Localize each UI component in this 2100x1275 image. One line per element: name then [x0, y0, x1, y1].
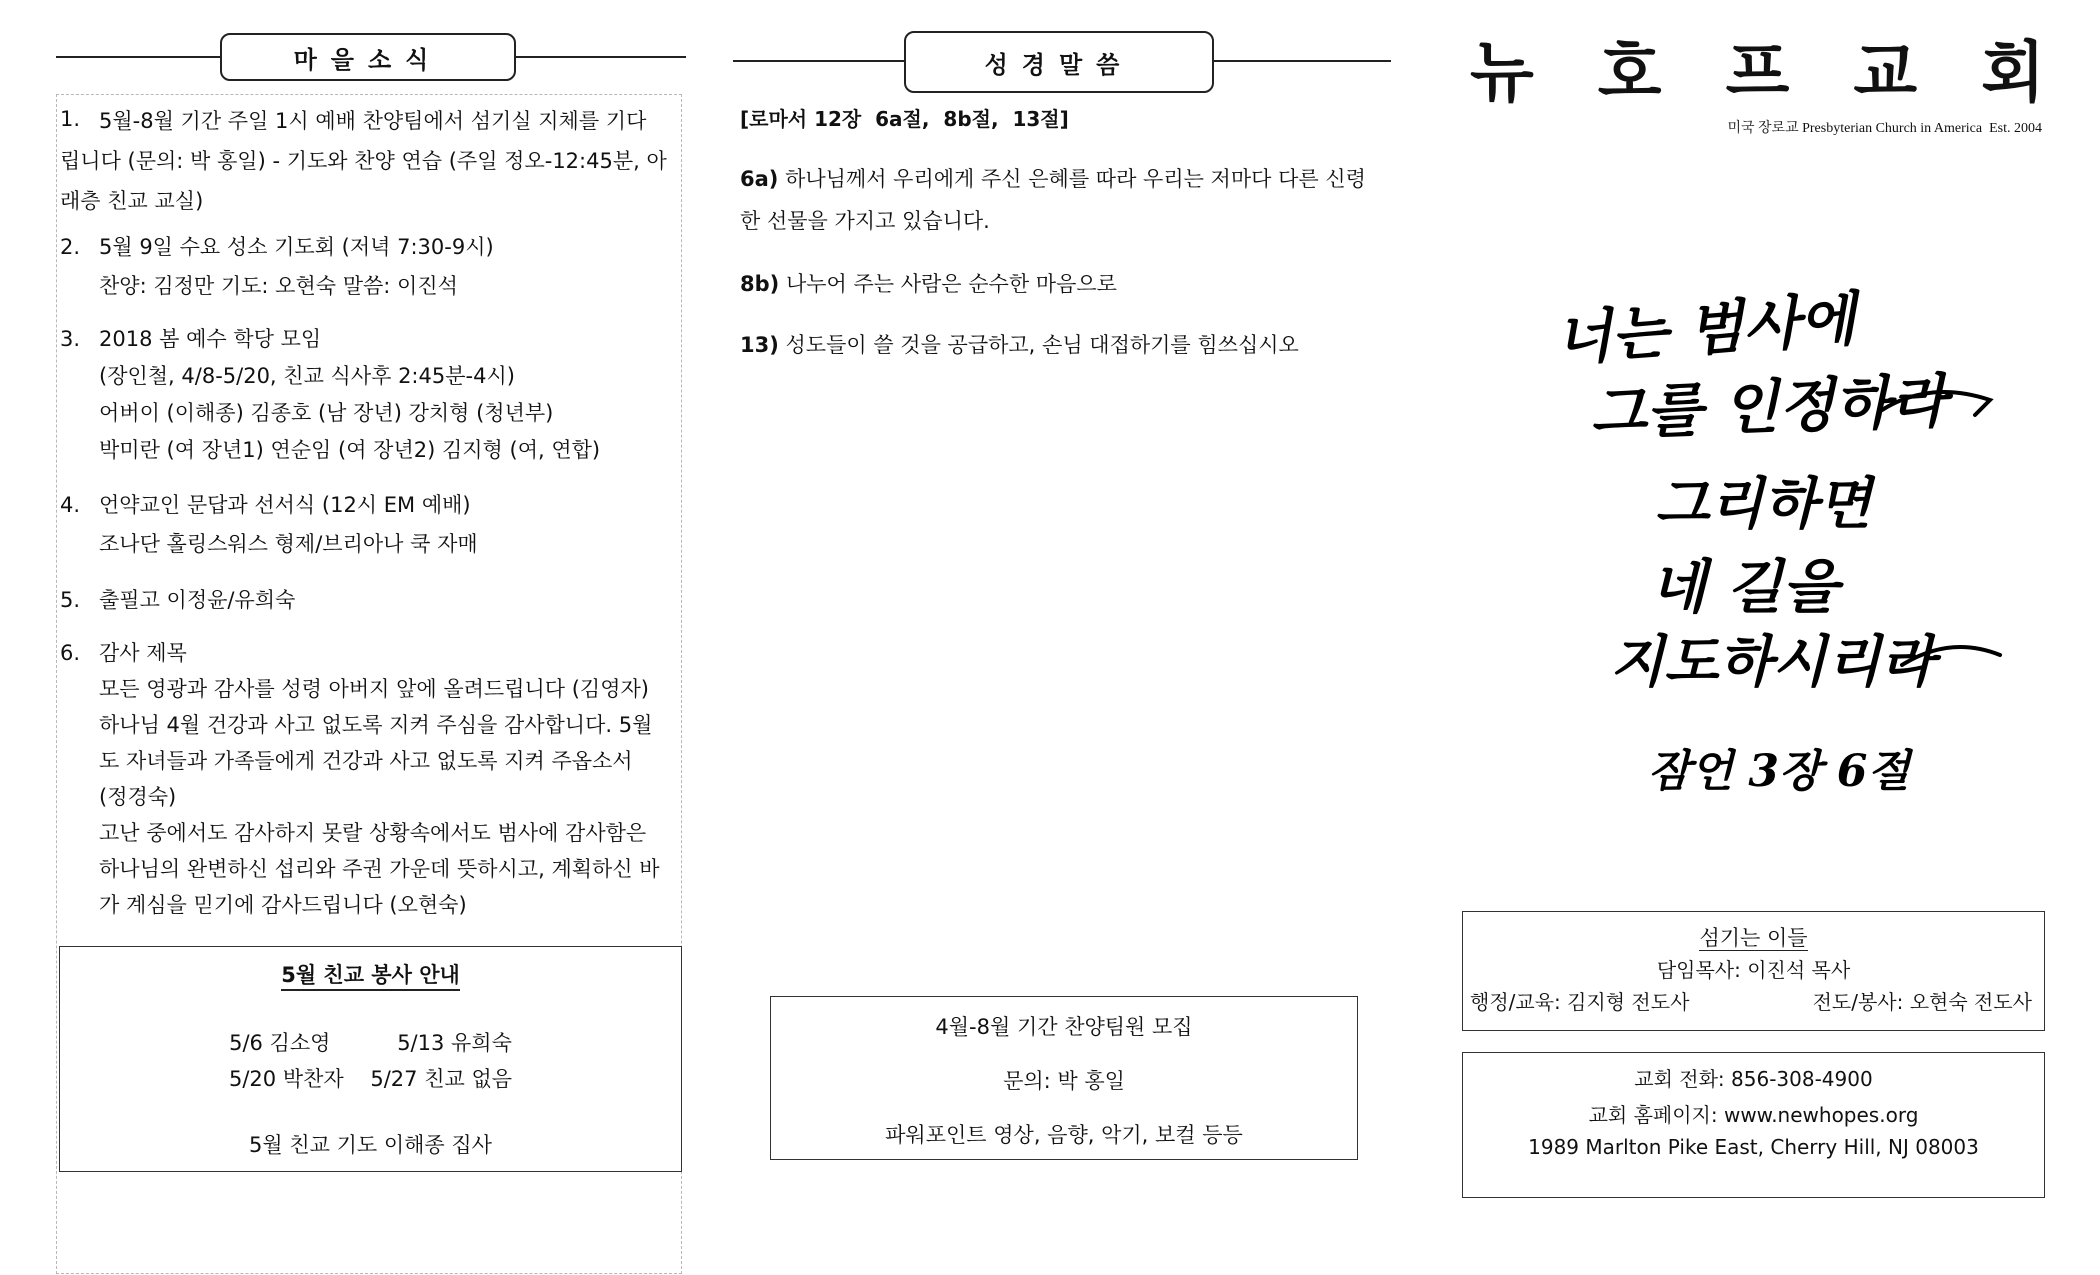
news-item-3	[60, 321, 676, 469]
calligraphy-line: 그리하면	[1655, 471, 1872, 537]
calligraphy-line: 그를 인정하라	[1589, 366, 1948, 448]
news-item-line: 5월-8월 기간 주일 1시 예배 찬양팀에서 섬기실 지체를 기다	[99, 109, 647, 133]
church-subtitle: 미국 장로교 Presbyterian Church in America Est. 2004	[1727, 121, 2042, 136]
verse-line: 하나님께서 우리에게 주신 은혜를 따라 우리는 저마다 다른 신령	[785, 167, 1366, 191]
news-item-number: 2.	[60, 235, 81, 259]
church-name-char: 프	[1725, 33, 1790, 111]
bible-verse-13	[740, 324, 1390, 366]
verse-line: 나누어 주는 사람은 순수한 마음으로	[785, 272, 1117, 296]
news-item-number: 4.	[60, 493, 81, 517]
verse-ref: 13)	[740, 333, 779, 357]
bible-verse-8b	[740, 263, 1390, 305]
news-item-6	[60, 635, 676, 923]
recruit-box	[770, 996, 1358, 1160]
recruit-roles: 파워포인트 영상, 음향, 악기, 보컬 등등	[885, 1123, 1243, 1147]
news-item-line: 조나단 홀링스워스 형제/브리아나 쿡 자매	[99, 532, 478, 556]
verse-ref: 6a)	[740, 167, 779, 191]
news-item-line: 도 자녀들과 가족들에게 건강과 사고 없도록 지켜 주옵소서	[99, 749, 633, 773]
church-name-char: 회	[1981, 33, 2045, 111]
news-item-line: 감사 제목	[99, 641, 187, 665]
servants-senior: 담임목사: 이진석 목사	[1656, 958, 1851, 982]
fellowship-prayer: 5월 친교 기도 이해종 집사	[249, 1133, 492, 1157]
fellowship-row-1: 5/6 김소영 5/13 유희숙	[229, 1031, 512, 1055]
news-item-line: 모든 영광과 감사를 성령 아버지 앞에 올려드립니다 (김영자)	[99, 677, 649, 701]
contact-address: 1989 Marlton Pike East, Cherry Hill, NJ 08003	[1528, 1135, 1979, 1159]
fellowship-title: 5월 친교 봉사 안내	[281, 963, 460, 991]
servants-box	[1462, 911, 2045, 1031]
calligraphy-stroke	[1880, 370, 2000, 430]
news-item-number: 1.	[60, 107, 81, 131]
contact-box	[1462, 1052, 2045, 1198]
calligraphy-line: 너는 범사에	[1553, 284, 1858, 374]
news-item-number: 6.	[60, 641, 81, 665]
news-item-line: 립니다 (문의: 박 홍일) - 기도와 찬양 연습 (주일 정오-12:45분, 아	[60, 149, 667, 173]
news-item-line: 박미란 (여 장년1) 연순임 (여 장년2) 김지형 (여, 연합)	[99, 438, 601, 462]
calligraphy-line: 잠언 3장 6절	[1648, 746, 1910, 797]
news-item-line: 5월 9일 수요 성소 기도회 (저녁 7:30-9시)	[99, 235, 494, 259]
contact-phone: 교회 전화: 856-308-4900	[1634, 1067, 1873, 1091]
news-item-line: 2018 봄 예수 학당 모임	[99, 327, 322, 351]
news-item-4	[60, 486, 676, 564]
news-item-2	[60, 228, 676, 306]
news-item-line: 출필고 이정윤/유희숙	[99, 588, 296, 612]
servants-admin: 행정/교육: 김지형 전도사	[1470, 990, 1690, 1014]
church-name-char: 호	[1597, 33, 1662, 111]
news-item-number: 5.	[60, 588, 81, 612]
church-name	[1470, 35, 2045, 110]
news-item-line: 가 계심을 믿기에 감사드립니다 (오현숙)	[99, 893, 467, 917]
church-name-char: 교	[1853, 33, 1918, 111]
news-item-line: 래층 친교 교실)	[60, 189, 204, 213]
news-item-line: 하나님의 완변하신 섭리와 주권 가운데 뜻하시고, 계획하신 바	[99, 857, 660, 881]
news-item-line: 하나님 4월 건강과 사고 없도록 지켜 주심을 감사합니다. 5월	[99, 713, 653, 737]
calligraphy-line: 네 길을	[1650, 553, 1839, 621]
news-item-number: 3.	[60, 327, 81, 351]
recruit-title: 4월-8월 기간 찬양팀원 모집	[935, 1015, 1193, 1039]
news-item-line: 언약교인 문답과 선서식 (12시 EM 예배)	[99, 493, 471, 517]
news-item-line: 찬양: 김정만 기도: 오현숙 말씀: 이진석	[99, 274, 458, 298]
bible-verse-6a	[740, 158, 1390, 242]
news-item-1	[60, 101, 676, 221]
verse-ref: 8b)	[740, 272, 780, 296]
bible-reference: [로마서 12장 6a절, 8b절, 13절]	[740, 107, 1069, 131]
news-item-line: 고난 중에서도 감사하지 못랄 상황속에서도 범사에 감사함은	[99, 821, 647, 845]
church-name-char: 뉴	[1470, 33, 1534, 111]
news-item-5	[60, 582, 676, 618]
recruit-contact: 문의: 박 홍일	[1003, 1069, 1125, 1093]
news-header: 마을소식	[220, 33, 516, 81]
contact-website-link[interactable]: 교회 홈페이지: www.newhopes.org	[1588, 1103, 1919, 1127]
news-item-line: (정경숙)	[99, 785, 177, 809]
bible-header: 성경말씀	[904, 31, 1214, 93]
verse-line: 한 선물을 가지고 있습니다.	[740, 209, 990, 233]
news-item-line: (장인철, 4/8-5/20, 친교 식사후 2:45분-4시)	[99, 364, 515, 388]
calligraphy-stroke	[1900, 630, 2010, 680]
news-item-line: 어버이 (이해종) 김종호 (남 장년) 강치형 (청년부)	[99, 401, 554, 425]
fellowship-box	[59, 946, 682, 1172]
verse-line: 성도들이 쓸 것을 공급하고, 손님 대접하기를 힘쓰십시오	[785, 333, 1299, 357]
fellowship-row-2: 5/20 박찬자 5/27 친교 없음	[228, 1067, 513, 1091]
calligraphy-line: 지도하시리라	[1610, 629, 1935, 695]
servants-mission: 전도/봉사: 오현숙 전도사	[1812, 990, 2032, 1014]
servants-title: 섬기는 이들	[1699, 926, 1808, 950]
